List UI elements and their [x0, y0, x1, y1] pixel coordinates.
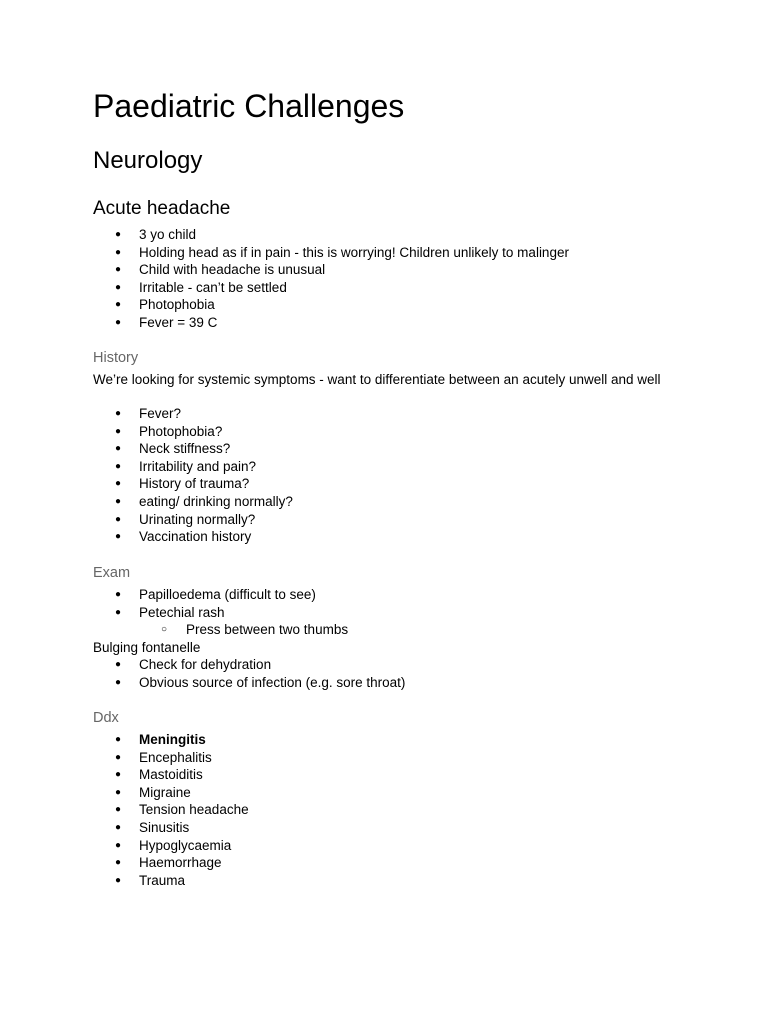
page-title: Paediatric Challenges [93, 88, 405, 124]
exam-list-2 [93, 656, 405, 691]
list-item: ● Petechial rash [115, 604, 225, 620]
list-item: ● Neck stiffness? [115, 441, 231, 457]
bullet-icon: ● [115, 874, 122, 886]
list-item: ● Irritable - can’t be settled [115, 279, 287, 295]
bullet-icon: ● [115, 589, 122, 600]
list-item: ● Meningitis [115, 732, 206, 747]
bullet-icon: ● [115, 513, 122, 525]
list-item: ● Trauma [115, 872, 186, 888]
bullet-icon: ● [115, 478, 122, 490]
bullet-icon: ● [115, 316, 122, 328]
bullet-icon: ● [115, 246, 122, 258]
list-item: ● Holding head as if in pain - this is worrying! Children unlikely to malinger [115, 244, 569, 260]
bullet-icon: ● [115, 460, 122, 472]
list-item: ● Photophobia? [115, 423, 223, 439]
list-item: ● Photophobia [115, 297, 215, 313]
case-list [93, 226, 569, 332]
bullet-icon: ● [115, 857, 122, 869]
list-item: ● Sinusitis [115, 819, 190, 835]
bullet-icon: ● [115, 751, 122, 763]
list-item: ● History of trauma? [115, 476, 250, 492]
bullet-icon: ● [115, 495, 122, 507]
bullet-icon: ● [115, 299, 122, 311]
subsection-heading-acute-headache: Acute headache [93, 198, 231, 219]
bullet-icon: ● [115, 804, 122, 816]
bullet-icon: ● [115, 229, 122, 240]
exam-heading: Exam [93, 565, 131, 581]
bullet-icon: ● [115, 425, 122, 437]
exam-list [93, 586, 348, 639]
history-list [93, 405, 293, 546]
list-item: ● Papilloedema (difficult to see) [115, 587, 316, 602]
bullet-icon: ● [115, 839, 122, 851]
list-item: ● Fever? [115, 406, 182, 421]
list-item: ● Mastoiditis [115, 767, 203, 783]
bullet-icon: ● [115, 408, 122, 419]
bullet-icon: ● [115, 786, 122, 798]
ddx-heading: Ddx [93, 710, 119, 726]
bullet-icon: ● [115, 443, 122, 455]
list-item: ● Migraine [115, 784, 191, 800]
list-item: ● Irritability and pain? [115, 458, 257, 474]
list-item: ● Check for dehydration [115, 657, 272, 672]
ddx-list [93, 731, 249, 889]
bullet-icon: ● [115, 281, 122, 293]
list-item: ● Fever = 39 C [115, 314, 218, 330]
history-heading: History [93, 350, 139, 366]
list-item: ● Vaccination history [115, 529, 252, 545]
list-item: ● Hypoglycaemia [115, 837, 232, 853]
history-intro: We’re looking for systemic symptoms - want to differentiate between an acutely unwell and well [93, 372, 661, 387]
bullet-icon: ● [115, 264, 122, 276]
hollow-bullet-icon: ○ [161, 624, 168, 636]
bullet-icon: ● [115, 606, 122, 618]
list-item: ● Obvious source of infection (e.g. sore throat) [115, 674, 406, 690]
list-item: ● Tension headache [115, 802, 249, 818]
bullet-icon: ● [115, 531, 122, 543]
section-heading-neurology: Neurology [93, 147, 203, 174]
bullet-icon: ● [115, 734, 122, 745]
list-item: ● Encephalitis [115, 749, 212, 765]
list-subitem: ○ Press between two thumbs [161, 622, 349, 638]
exam-note: Bulging fontanelle [93, 640, 201, 655]
list-item: ● Child with headache is unusual [115, 262, 326, 278]
list-item: ● Haemorrhage [115, 855, 222, 871]
bullet-icon: ● [115, 676, 122, 688]
bullet-icon: ● [115, 821, 122, 833]
list-item: ● 3 yo child [115, 227, 197, 242]
list-item: ● Urinating normally? [115, 511, 256, 527]
bullet-icon: ● [115, 769, 122, 781]
list-item: ● eating/ drinking normally? [115, 493, 293, 509]
bullet-icon: ● [115, 659, 122, 670]
